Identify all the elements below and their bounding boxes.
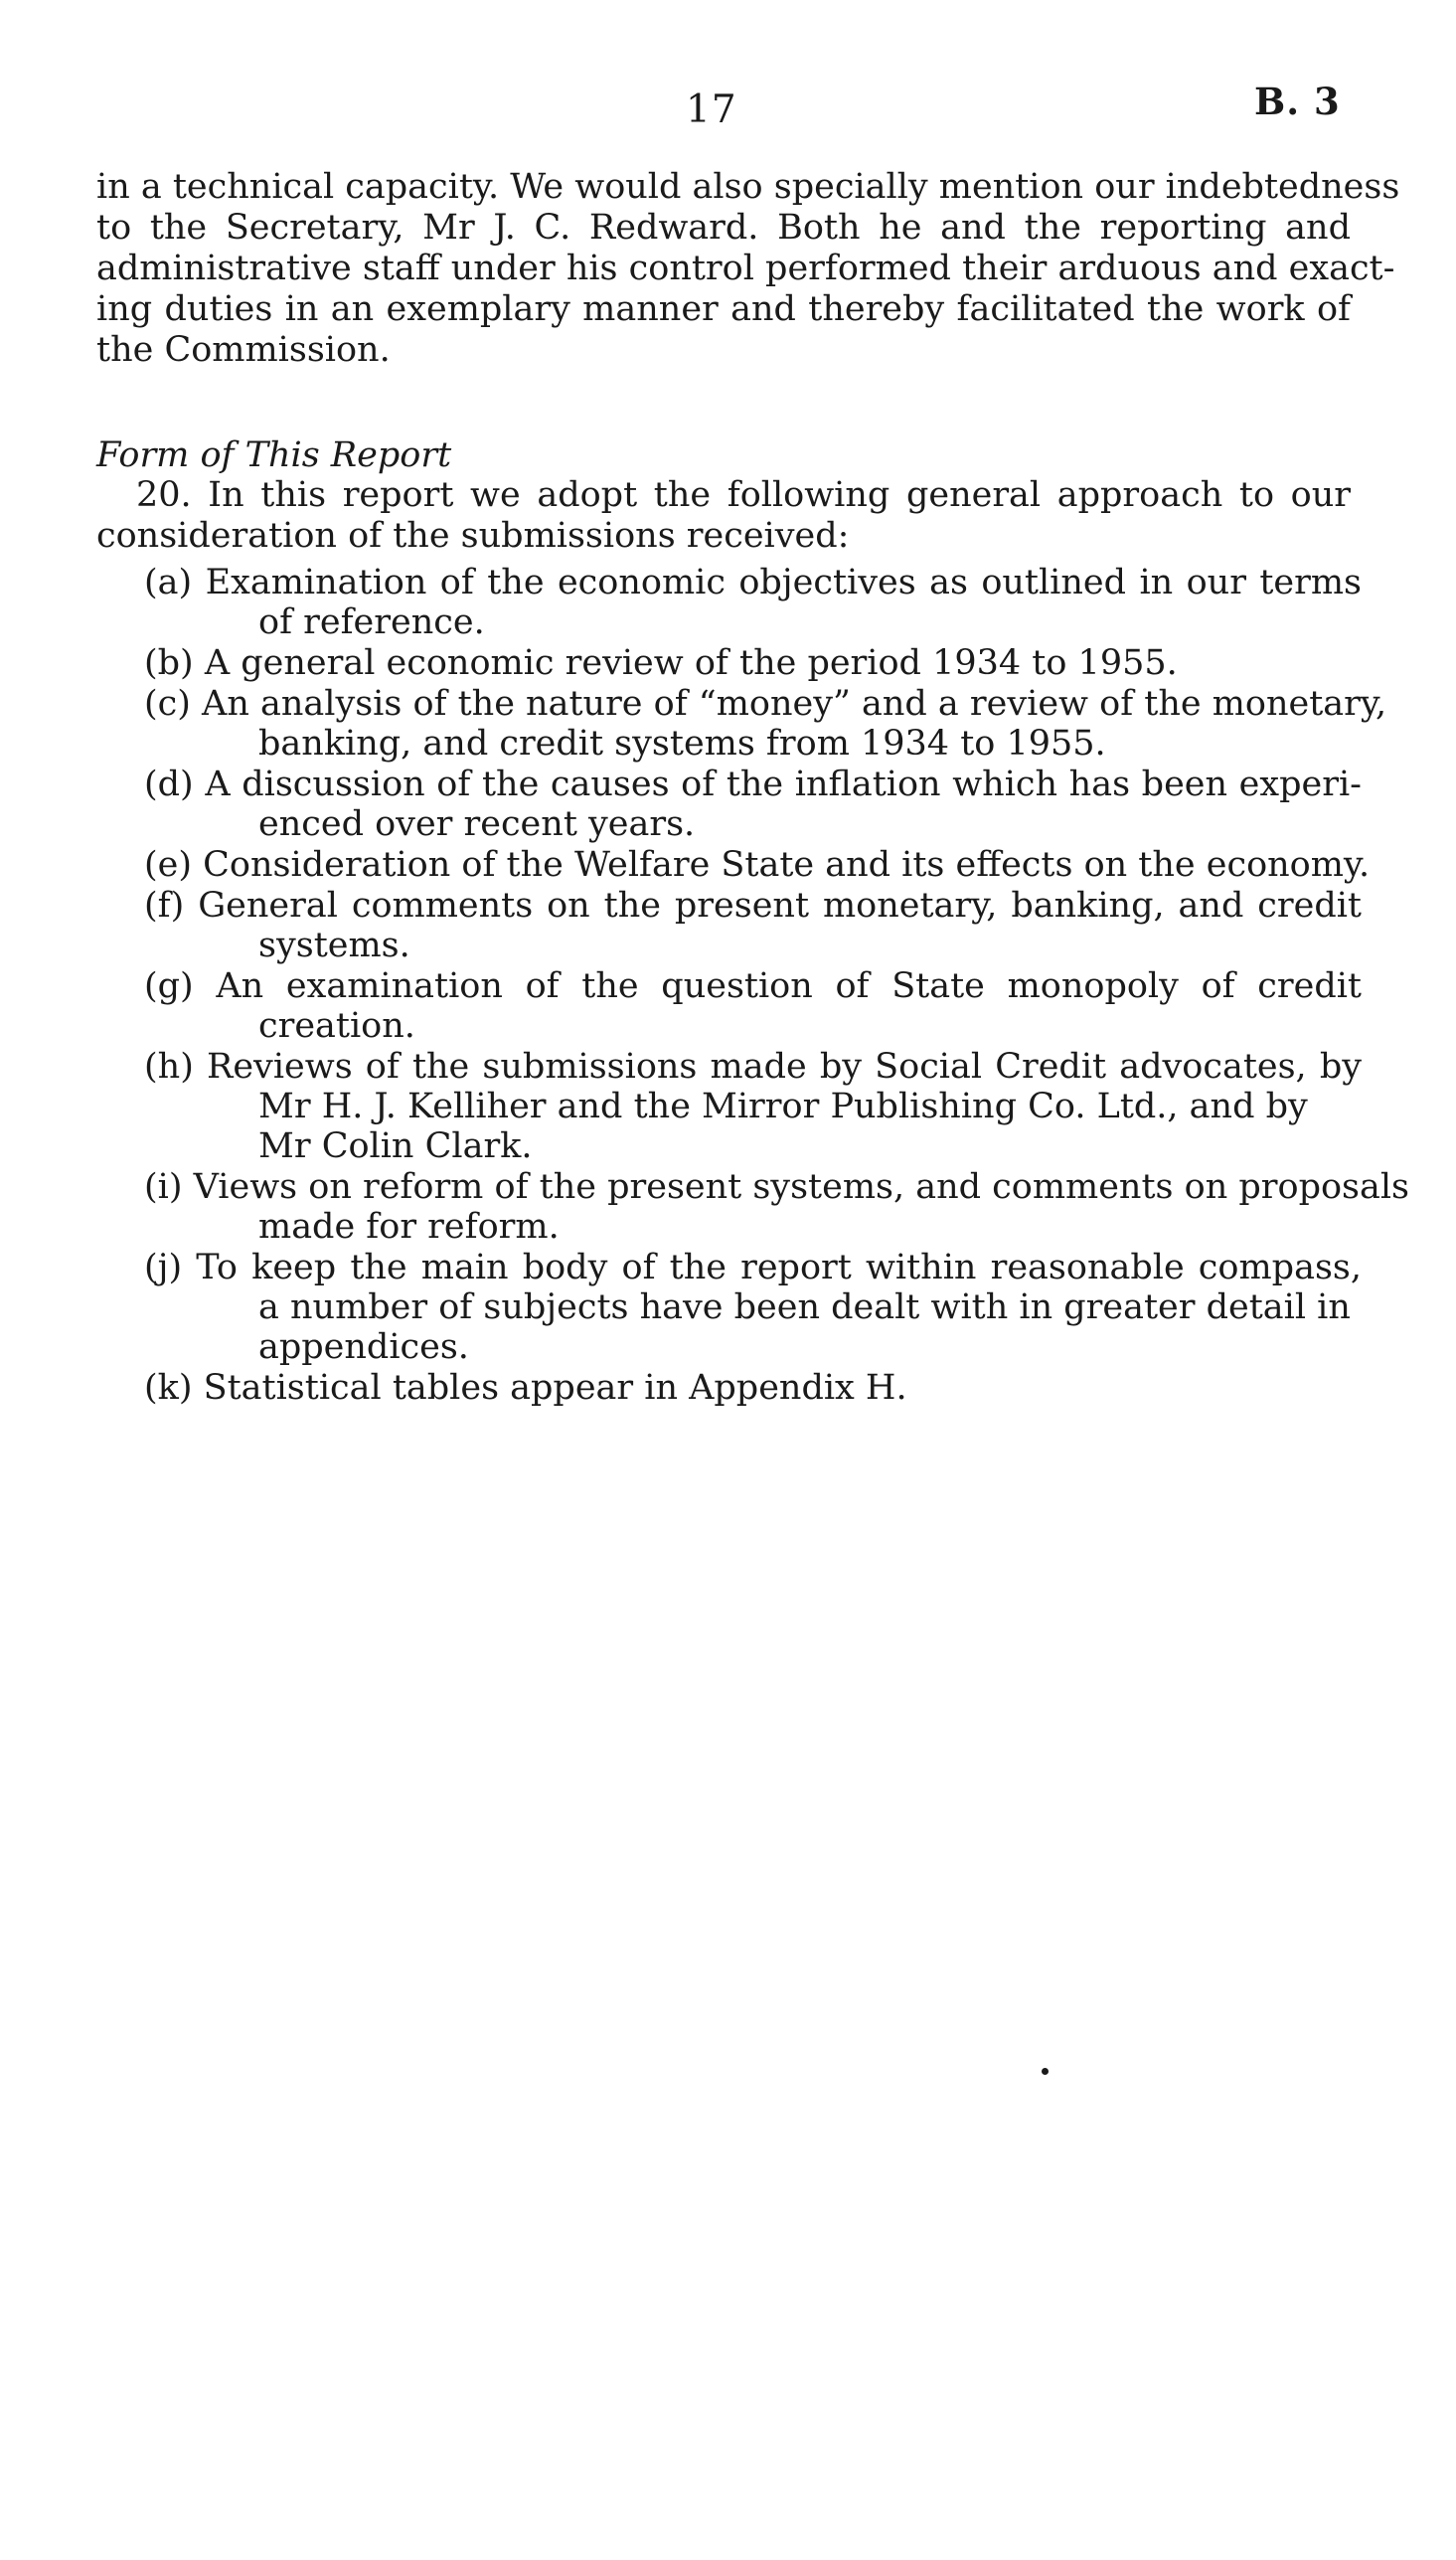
list-item (144, 1047, 1362, 1166)
list-item-line: (i) Views on reform of the present systems, and comments on proposals (144, 1167, 1410, 1207)
list-item-line: (c) An analysis of the nature of “money” and a review of the monetary, (144, 684, 1387, 724)
list-item-line: creation. (258, 1006, 415, 1046)
section-heading: Form of This Report (96, 435, 452, 475)
list-item-line: banking, and credit systems from 1934 to 1955. (258, 724, 1106, 764)
list-item-line: enced over recent years. (258, 804, 696, 844)
list-item-line: (g) An examination of the question of State monopoly of credit (144, 966, 1362, 1006)
text-line: the Commission. (96, 330, 391, 370)
text-line: consideration of the submissions received: (96, 516, 850, 556)
text-line: to the Secretary, Mr J. C. Redward. Both he and the reporting and (96, 208, 1351, 248)
list-item-line: (e) Consideration of the Welfare State and its effects on the economy. (144, 845, 1371, 885)
list-item-line: (b) A general economic review of the period 1934 to 1955. (144, 643, 1178, 683)
document-code: B. 3 (1254, 80, 1341, 123)
list-item-line: made for reform. (258, 1207, 560, 1247)
list-item (144, 1167, 1410, 1247)
list-item-line: Mr Colin Clark. (258, 1126, 533, 1166)
list-item (144, 886, 1362, 965)
approach-list (144, 563, 1410, 1409)
list-item-line: (k) Statistical tables appear in Appendix H. (144, 1368, 907, 1408)
text-line: administrative staff under his control performed their arduous and exact- (96, 249, 1395, 288)
list-item (144, 643, 1362, 683)
list-item-line: (d) A discussion of the causes of the inflation which has been experi- (144, 765, 1362, 804)
list-item (144, 966, 1362, 1046)
section-paragraph (96, 475, 1351, 557)
list-item (144, 563, 1362, 642)
opening-paragraph (96, 167, 1400, 371)
page-number: 17 (686, 87, 737, 132)
list-item (144, 845, 1371, 885)
text-line: in a technical capacity. We would also specially mention our indebtedness (96, 167, 1400, 207)
list-item-line: (f) General comments on the present monetary, banking, and credit (144, 886, 1362, 926)
list-item (144, 1368, 1362, 1408)
ink-speck (1042, 2068, 1049, 2075)
list-item-line: (a) Examination of the economic objectives as outlined in our terms (144, 563, 1362, 602)
list-item-line: (h) Reviews of the submissions made by Social Credit advocates, by (144, 1047, 1362, 1087)
list-item-line: systems. (258, 926, 410, 965)
list-item-line: Mr H. J. Kelliher and the Mirror Publishing Co. Ltd., and by (258, 1087, 1308, 1126)
list-item (144, 765, 1362, 844)
list-item (144, 684, 1387, 764)
text-line: ing duties in an exemplary manner and thereby facilitated the work of (96, 289, 1351, 329)
text-line: 20. In this report we adopt the following general approach to our (136, 475, 1351, 515)
list-item-line: (j) To keep the main body of the report within reasonable compass, (144, 1248, 1362, 1287)
list-item (144, 1248, 1362, 1367)
list-item-line: appendices. (258, 1327, 469, 1367)
list-item-line: a number of subjects have been dealt with in greater detail in (258, 1287, 1351, 1327)
list-item-line: of reference. (258, 602, 485, 642)
